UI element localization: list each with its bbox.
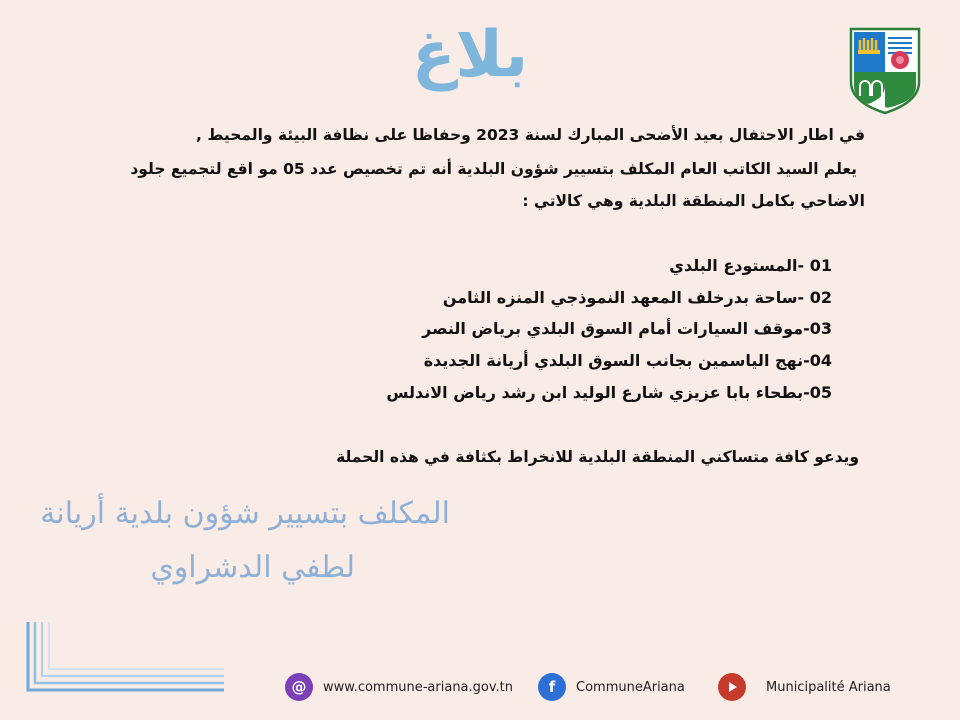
- decorative-corner-lines: [26, 620, 226, 692]
- signature-title: المكلف بتسيير شؤون بلدية أريانة: [40, 496, 450, 531]
- at-icon: @: [285, 673, 313, 701]
- closing-call: ويدعو كافة متساكني المنطقة البلدية للانخراط بكثافة في هذه الحملة: [336, 448, 859, 466]
- intro-line-1: في اطار الاحتفال بعيد الأضحى المبارك لسنة 2023 وحفاظا على نظافة البيئة والمحيط ,: [196, 126, 865, 144]
- notice-title: بلاغ: [411, 18, 529, 92]
- youtube-play-icon: [718, 673, 746, 701]
- facebook-icon: f: [538, 673, 566, 701]
- municipality-coat-of-arms-logo: [848, 26, 922, 116]
- location-item-4: 04-نهج الياسمين بجانب السوق البلدي أريانة الجديدة: [423, 351, 832, 370]
- intro-line-3: الاضاحي بكامل المنطقة البلدية وهي كالاتي :: [522, 192, 865, 210]
- footer-youtube[interactable]: [718, 672, 891, 702]
- youtube-label: Municipalité Ariana: [766, 679, 891, 695]
- location-item-2: 02 -ساحة بدرخلف المعهد النموذجي المنزه الثامن: [442, 288, 832, 307]
- footer-facebook[interactable]: [538, 672, 685, 702]
- location-item-3: 03-موقف السيارات أمام السوق البلدي برياض النصر: [422, 319, 832, 338]
- website-label: www.commune-ariana.gov.tn: [323, 679, 514, 695]
- facebook-label: CommuneAriana: [576, 679, 685, 695]
- signature-name: لطفي الدشراوي: [150, 550, 355, 585]
- location-item-1: 01 -المستودع البلدي: [669, 256, 832, 275]
- location-item-5: 05-بطحاء بابا عزيزي شارع الوليد ابن رشد رياض الاندلس: [386, 383, 832, 402]
- intro-line-2: يعلم السيد الكاتب العام المكلف بتسيير شؤون البلدية أنه تم تخصيص عدد 05 مو اقع لتجميع جلود: [130, 160, 857, 178]
- footer-website[interactable]: [285, 672, 513, 702]
